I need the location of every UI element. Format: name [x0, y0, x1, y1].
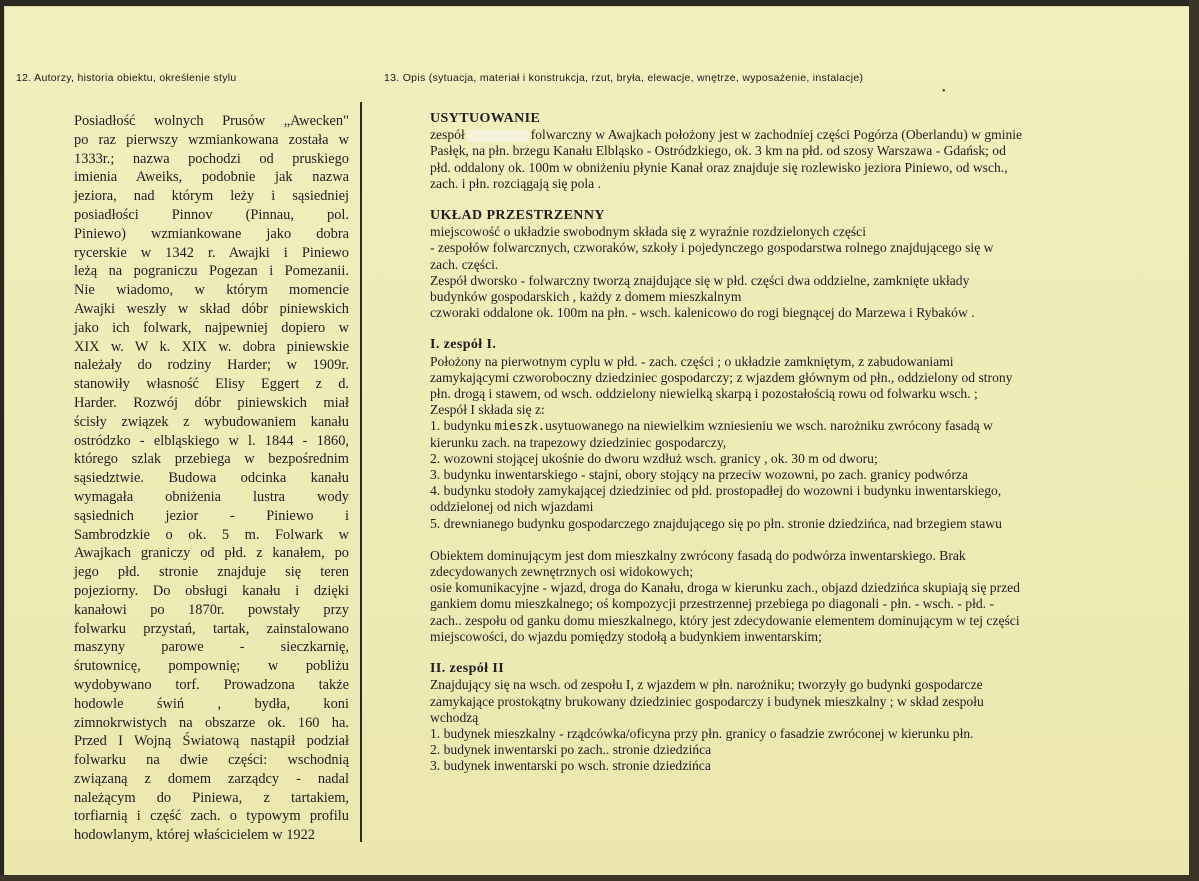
history-text-line: imienia Aweiks, podobnie jak nazwa [74, 169, 349, 186]
section-12-header: 12. Autorzy, historia obiektu, określenie stylu [16, 72, 237, 84]
heading-zespol-2: II. zespół II [430, 661, 505, 677]
list-item: kierunku zach. na trapezowy dziedziniec gospodarczy, [430, 434, 727, 450]
history-text-line: Sambrodzkie o ok. 5 m. Folwark w [74, 526, 349, 543]
history-text-line: hodowle świń , bydła, koni [74, 695, 349, 712]
history-text-line: Harder. Rozwój dóbr piniewskich miał [74, 394, 349, 411]
list-item: oddzielonej od nich wjazdami [430, 499, 594, 515]
history-text-line: związaną z domem zarządcy - nadal [74, 770, 349, 787]
text-line: Znajdujący się na wsch. od zespołu I, z wjazdem w płn. narożniku; tworzyły go budynki gospodarcze [430, 677, 983, 693]
text-line: miejscowość o układzie swobodnym składa się z wyraźnie rozdzielonych części [430, 224, 866, 240]
text-line: Pasłęk, na płn. brzegu Kanału Elbląsko - Ostródzkiego, ok. 3 km na płd. od szosy Warszawa - Gdańsk; od [430, 143, 1006, 159]
text-line: zamykające prostokątny brukowany dziedziniec gospodarczy i budynek mieszkalny ; w skład zespołu [430, 693, 984, 709]
history-text-line: należały do rodziny Harder; w 1909r. [74, 357, 349, 374]
history-text-line: jeziora, nad którym leży i sąsiedniej [74, 188, 349, 205]
history-text-line: folwarku przystań, tartak, zainstalowano [74, 620, 349, 637]
history-text-line: torfiarnią i część zach. o typowym profilu [74, 808, 349, 825]
history-text-line: Piniewo) wzmiankowane jako dobra [74, 225, 349, 242]
heading-zespol-1: I. zespół I. [430, 337, 497, 353]
heading-usytuowanie: USYTUOWANIE [430, 111, 541, 126]
text-line: Zespół dworsko - folwarczny tworzą znajdujące się w płd. części dwa oddzielne, zamknięte układy [430, 272, 970, 288]
history-text-line: rycerskie w 1342 r. Awajki i Piniewo [74, 244, 349, 261]
text-line: zespół folwarczny w Awajkach położony jest w zachodniej części Pogórza (Oberlandu) w gminie [430, 127, 1023, 143]
text-line: miejscowości, do wjazdu pomiędzy stodołą a budynkiem inwentarskim; [430, 628, 822, 644]
history-text-line: sąsiedztwie. Budowa odcinka kanału [74, 470, 349, 487]
list-item: 4. budynku stodoły zamykającej dziedziniec od płd. prostopadłej do wozowni i budynku inwentarskiego, [430, 483, 1002, 499]
history-text-line: należącym do Piniewa, z tartakiem, [74, 789, 349, 806]
list-item: 1. budynek mieszkalny - rządcówka/oficyna przy płn. granicy o fasadzie zwróconej w kierunku płn. [430, 725, 974, 741]
text-line: Położony na pierwotnym cyplu w płd. - zach. części ; o układzie zamkniętym, z zabudowaniami [430, 353, 954, 369]
text-line: budynków gospodarskich , każdy z domem mieszkalnym [430, 289, 742, 305]
scan-edge-bottom [0, 875, 1199, 881]
text-line: zamykającymi czworoboczny dziedziniec gospodarczy; z wjazdem głównym od płn., oddzielony od strony [430, 369, 1013, 385]
list-item: 2. budynek inwentarski po zach.. stronie dziedzińca [430, 742, 712, 758]
history-text-line: posiadłości Pinnov (Pinnau, pol. [74, 206, 349, 223]
history-text-line: ostródzko - elbląskiego w l. 1844 - 1860, [74, 432, 349, 449]
history-text-line: Awajki weszły w skład dóbr piniewskich [74, 300, 349, 317]
list-item: 1. budynku mieszk.usytuowanego na niewielkim wzniesieniu we wsch. narożniku zwrócony fasadą w [430, 418, 993, 434]
heading-uklad-przestrzenny: UKŁAD PRZESTRZENNY [430, 208, 605, 224]
history-text-line: ścisły związek z wybudowaniem kanału [74, 413, 349, 430]
history-text-line: sąsiednich jezior - Piniewo i [74, 507, 349, 524]
text-line: gankiem domu mieszkalnego; oś kompozycji przestrzennej przebiega po diagonali - płn. - wsch. - płd. - [430, 596, 994, 612]
history-text-line: hodowlanym, której właścicielem w 1922 [74, 827, 315, 844]
history-text-line: 1333r.; nazwa pochodzi od pruskiego [74, 150, 349, 167]
description-column [430, 111, 1150, 775]
history-text-line: jako ich folwark, najpewniej dopiero w [74, 319, 349, 336]
history-text-line: wydobywano torf. Prowadzona także [74, 676, 349, 693]
text-line: Zespół I składa się z: [430, 402, 545, 418]
text-line: zach. części. [430, 256, 499, 272]
history-text-line: śrutownicę, pompownię; w pobliżu [74, 658, 349, 675]
history-text-line: maszyny parowe - sieczkarnię, [74, 639, 349, 656]
text-line: Obiektem dominującym jest dom mieszkalny zwrócony fasadą do podwórza inwentarskiego. Brak [430, 547, 966, 563]
column-divider [360, 102, 362, 842]
scan-edge-right [1189, 0, 1199, 881]
history-text-line: leżą na pograniczu Pogezan i Pomezanii. [74, 263, 349, 280]
text-line: zach.. zespołu od ganku domu mieszkalnego, który jest zdecydowanie elementem dominującym w tej części [430, 612, 1020, 628]
text-line: osie komunikacyjne - wjazd, droga do Kanału, droga w kierunku zach., objazd dziedzińca skupiają się przed [430, 580, 1020, 596]
text-line: płn. drogą i stawem, od wsch. oddzielony niewielką skarpą i pozostałością rowu od folwarku wsch. ; [430, 386, 978, 402]
history-text-line: wymagała obniżenia lustra wody [74, 488, 349, 505]
list-item: 2. wozowni stojącej ukośnie do dworu wzdłuż wsch. granicy , ok. 30 m od dworu; [430, 450, 878, 466]
section-13-header: 13. Opis (sytuacja, materiał i konstrukcja, rzut, bryła, elewacje, wnętrze, wyposażenie, instalacje) [384, 72, 864, 84]
history-text-line: kanałowi po 1870r. powstały przy [74, 601, 349, 618]
document-sheet [4, 6, 1192, 881]
history-text-line: XIX w. W k. XIX w. dobra piniewskie [74, 338, 349, 355]
list-item: 3. budynku inwentarskiego - stajni, obory stojący na przeciw wozowni, po zach. granicy podwórza [430, 467, 968, 483]
text-line: wchodzą [430, 709, 479, 725]
history-text-line: Posiadłość wolnych Prusów „Awecken" [74, 113, 349, 129]
history-text-line: jego płd. stronie znajduje się teren [74, 564, 349, 581]
history-text-line: po raz pierwszy wzmiankowana została w [74, 131, 349, 148]
history-text-line: Nie wiadomo, w którym momencie [74, 282, 349, 299]
history-text-line: którego szlak przebiega w bezpośrednim [74, 451, 349, 468]
text-line: płd. oddalony ok. 100m w obniżeniu płynie Kanał oraz znajduje się rozlewisko jeziora Piniewo, od wsch., [430, 159, 1008, 175]
stray-mark: • [942, 86, 946, 97]
text-line: - zespołów folwarcznych, czworaków, szkoły i pojedynczego gospodarstwa rolnego znajdującego się w [430, 240, 994, 256]
text-line: czworaki oddalone ok. 100m na płn. - wsch. kalenicowo do rogi biegnącej do Marzewa i Rybaków . [430, 305, 975, 321]
list-item: 5. drewnianego budynku gospodarczego znajdującego się po płn. stronie dziedzińca, nad brzegiem stawu [430, 515, 1002, 531]
history-text-line: folwarku na dwie części: wschodnią [74, 752, 349, 769]
handwritten-note: mieszk. [494, 419, 546, 434]
history-text-line: Awajkach graniczy od płd. z kanałem, po [74, 545, 349, 562]
text-line: zach. i płn. rozciągają się pola . [430, 175, 601, 191]
list-item: 3. budynek inwentarski po wsch. stronie dziedzińca [430, 758, 711, 774]
redaction-mark [467, 130, 529, 142]
history-text-line: pojeziorny. Do obsługi kanału i dzięki [74, 582, 349, 599]
history-column [74, 112, 349, 845]
history-text-line: Przed I Wojną Światową nastąpił podział [74, 733, 349, 750]
history-text-line: zimnokrwistych na obszarze ok. 160 ha. [74, 714, 349, 731]
text-line: zdecydowanych zewnętrznych osi widokowych; [430, 564, 694, 580]
history-text-line: stanowiły własność Elisy Eggert z d. [74, 376, 349, 393]
